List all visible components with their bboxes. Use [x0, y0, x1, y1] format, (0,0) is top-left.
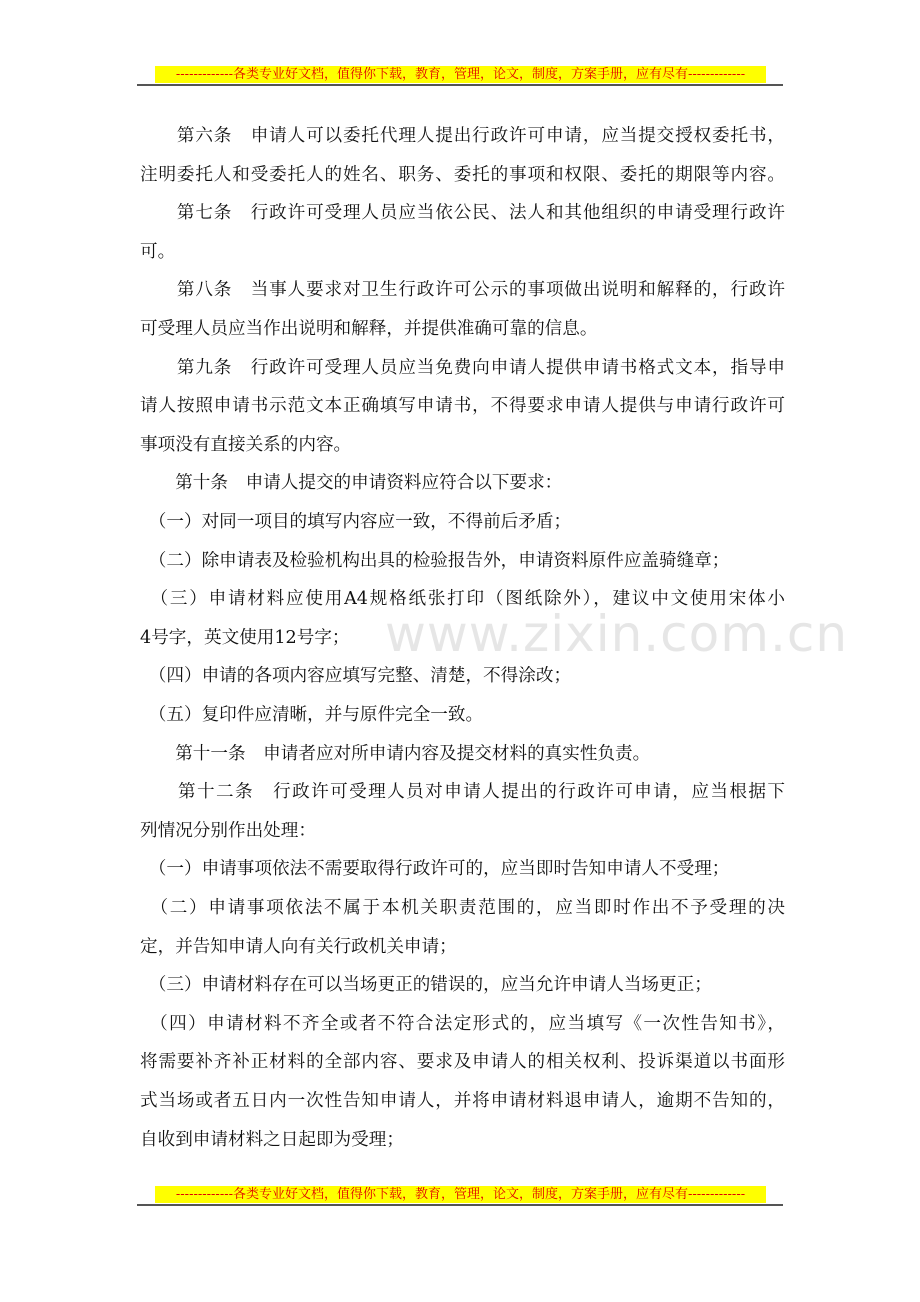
header-divider	[137, 84, 783, 86]
text-line: 4号字，英文使用12号字；	[140, 627, 350, 648]
footer-divider	[137, 1204, 783, 1206]
text-line: 可受理人员应当作出说明和解释，并提供准确可靠的信息。	[140, 319, 598, 339]
text-line: （五）复印件应清晰，并与原件完全一致。	[140, 705, 484, 725]
text-line: 第十二条 行政许可受理人员对申请人提出的行政许可申请，应当根据下	[140, 782, 785, 803]
text-line: （一）对同一项目的填写内容应一致，不得前后矛盾；	[140, 512, 572, 532]
watermark: www.zixin.com.cn	[385, 605, 849, 663]
text-line: 定，并告知申请人向有关行政机关申请；	[140, 936, 457, 957]
text-line: （三）申请材料应使用A4规格纸张打印（图纸除外），建议中文使用宋体小	[140, 589, 785, 610]
text-line: 第七条 行政许可受理人员应当依公民、法人和其他组织的申请受理行政许	[140, 203, 785, 224]
text-line: 将需要补齐补正材料的全部内容、要求及申请人的相关权利、投诉渠道以书面形	[140, 1052, 785, 1073]
footer-banner: -------------各类专业好文档，值得你下载，教育，管理，论文，制度，方案手册，应有尽有-------------	[155, 1186, 766, 1203]
text-line: 第十条 申请人提交的申请资料应符合以下要求：	[140, 473, 563, 494]
text-line: 式当场或者五日内一次性告知申请人，并将申请材料退申请人，逾期不告知的，	[140, 1091, 785, 1111]
text-line: （四）申请的各项内容应填写完整、清楚，不得涂改；	[140, 666, 572, 687]
header-banner: -------------各类专业好文档，值得你下载，教育，管理，论文，制度，方案手册，应有尽有-------------	[155, 66, 766, 83]
text-line: 可。	[140, 241, 176, 262]
text-line: （四）申请材料不齐全或者不符合法定形式的，应当填写《一次性告知书》，	[140, 1013, 785, 1034]
text-line: 第九条 行政许可受理人员应当免费向申请人提供申请书格式文本，指导申	[140, 357, 785, 378]
text-line: （一）申请事项依法不需要取得行政许可的，应当即时告知申请人不受理；	[140, 859, 730, 880]
text-line: 第八条 当事人要求对卫生行政许可公示的事项做出说明和解释的，行政许	[140, 280, 785, 301]
text-line: 请人按照申请书示范文本正确填写申请书，不得要求申请人提供与申请行政许可	[140, 396, 785, 417]
text-line: （三）申请材料存在可以当场更正的错误的，应当允许申请人当场更正；	[140, 975, 712, 996]
text-line: 事项没有直接关系的内容。	[140, 434, 352, 455]
text-line: 注明委托人和受委托人的姓名、职务、委托的事项和权限、委托的期限等内容。	[140, 164, 785, 185]
text-line: 自收到申请材料之日起即为受理；	[140, 1129, 404, 1150]
text-line: 第十一条 申请者应对所申请内容及提交材料的真实性负责。	[140, 743, 651, 764]
text-line: （二）除申请表及检验机构出具的检验报告外，申请资料原件应盖骑缝章；	[140, 550, 730, 571]
text-line: （二）申请事项依法不属于本机关职责范围的，应当即时作出不予受理的决	[140, 898, 785, 918]
text-line: 列情况分别作出处理：	[140, 820, 316, 841]
text-line: 第六条 申请人可以委托代理人提出行政许可申请，应当提交授权委托书，	[140, 126, 785, 146]
